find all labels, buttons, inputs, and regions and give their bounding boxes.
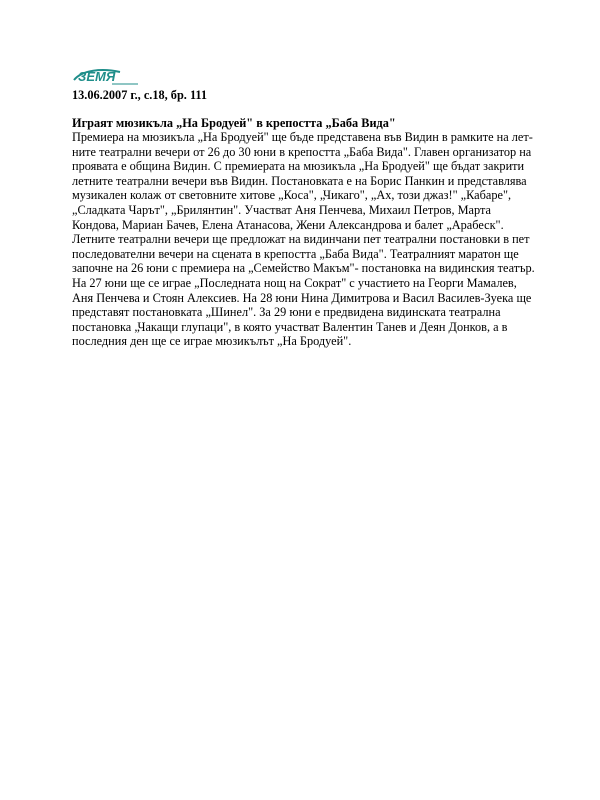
body-line: На 27 юни ще се играе „Последната нощ на Сократ" с участието на Георги Мамалев,: [72, 275, 517, 290]
body-line: Кондова, Мариан Бачев, Елена Атанасова, Жени Александрова и балет „Арабеск".: [72, 217, 504, 232]
body-line: Аня Пенчева и Стоян Алексиев. На 28 юни Нина Димитрова и Васил Василев-Зуека ще: [72, 290, 532, 305]
body-line: „Сладката Чарът", „Брилянтин". Участват Аня Пенчева, Михаил Петров, Марта: [72, 202, 491, 217]
body-line: представят постановката „Шинел". За 29 юни е предвидена видинската театрална: [72, 305, 501, 320]
body-line: последователни вечери на сцената в крепостта „Баба Вида". Театралният маратон ще: [72, 246, 519, 261]
issue-line: 13.06.2007 г., с.18, бр. 111: [72, 88, 208, 102]
body-line: Летните театрални вечери ще предложат на видинчани пет театрални постановки в пет: [72, 232, 530, 247]
article-page: [72, 66, 535, 349]
body-line: музикален колаж от световните хитове „Коса", „Чикаго", „Ах, този джаз!" „Кабаре",: [72, 188, 512, 203]
body-line: летните театрални вечери във Видин. Постановката е на Борис Панкин и представлява: [72, 173, 527, 188]
body-line: започне на 26 юни с премиера на „Семейство Макъм"- постановка на видинския театър.: [72, 261, 535, 276]
body-line: ните театрални вечери от 26 до 30 юни в крепостта „Баба Вида". Главен организатор на: [72, 144, 532, 159]
body-line: проявата е община Видин. С премиерата на мюзикъла „На Бродуей" ще бъдат закрити: [72, 159, 525, 174]
article-headline: Играят мюзикъла „На Бродуей" в крепостта „Баба Вида": [72, 116, 396, 130]
body-line: постановка „Чакащи глупаци", в която участват Валентин Танев и Деян Донков, а в: [72, 319, 508, 334]
body-line: последния ден ще се играе мюзикълът „На Бродуей".: [72, 334, 352, 349]
article-body: [72, 130, 535, 349]
zemya-logo-icon: [72, 66, 142, 88]
body-line: Премиера на мюзикъла „На Бродуей" ще бъде представена във Видин в рамките на лет-: [72, 130, 533, 144]
logo-text: ЗЕМЯ: [78, 69, 116, 84]
